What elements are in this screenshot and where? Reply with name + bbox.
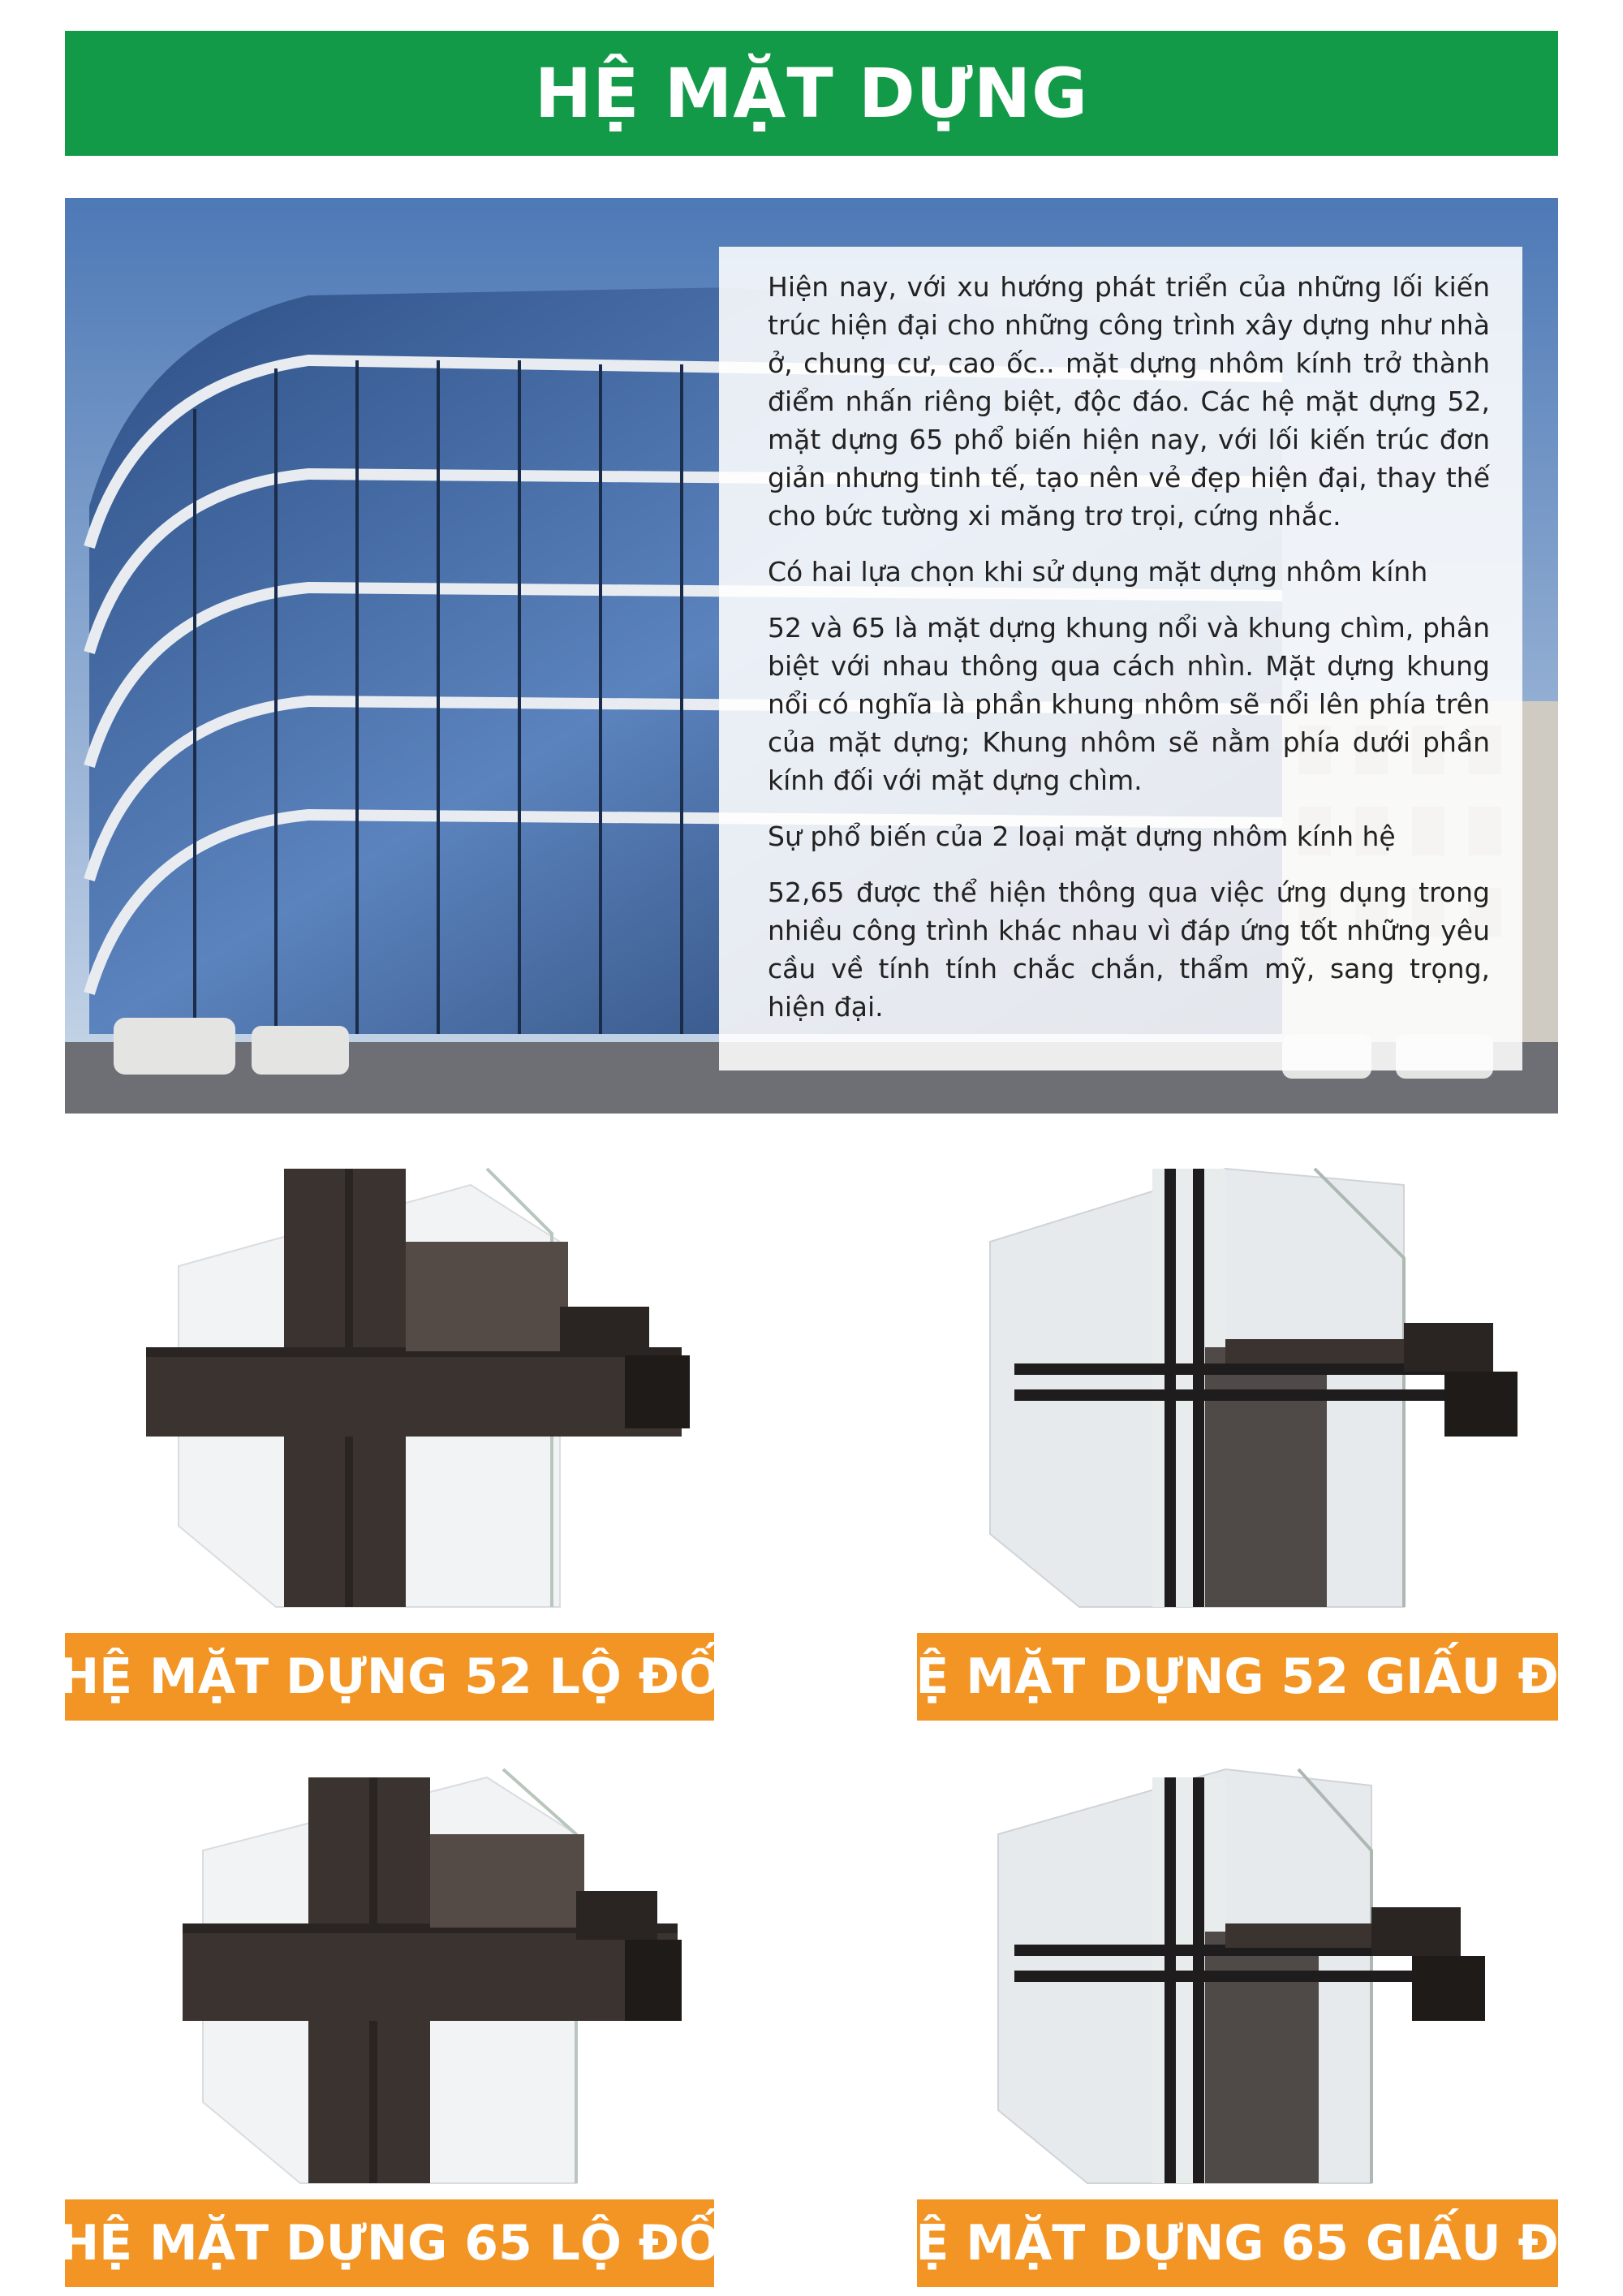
intro-paragraph-5: 52,65 được thể hiện thông qua việc ứng dụng trong nhiều công trình khác nhau vì đáp ứng tốt những yêu cầu về tính tính chắc chắn, thẩm mỹ, sang trọng, hiện đại. — [768, 877, 1490, 1023]
product-label-52-giau-do — [875, 1633, 1600, 1721]
curtain-wall-52-hidden-image — [917, 1152, 1558, 1623]
header-banner — [65, 31, 1558, 156]
curtain-wall-52-exposed-image — [65, 1152, 714, 1623]
intro-text-panel — [719, 247, 1522, 1070]
intro-paragraph-3: 52 và 65 là mặt dựng khung nổi và khung chìm, phân biệt với nhau thông qua cách nhìn. Mặt dựng khung nổi có nghĩa là phần khung nhôm sẽ nổi lên phía trên của mặt dựng; Khung nhôm sẽ nằm phía dưới phần kính đối với mặt dựng chìm. — [768, 612, 1490, 796]
product-card-52-lo-do — [58, 1152, 721, 1721]
hero-section — [65, 198, 1558, 1114]
product-label-text: HỆ MẶT DỰNG 52 GIẤU ĐỐ — [875, 1648, 1600, 1705]
intro-paragraph-1: Hiện nay, với xu hướng phát triển của những lối kiến trúc hiện đại cho những công trình xây dựng như nhà ở, chung cư, cao ốc.. mặt dựng nhôm kính trở thành điểm nhấn riêng biệt, độc đáo. Các hệ mặt dựng 52, mặt dựng 65 phổ biến hiện nay, với lối kiến trúc đơn giản nhưng tinh tế, tạo nên vẻ đẹp hiện đại, thay thế cho bức tường xi măng trơ trọi, cứng nhắc. — [768, 271, 1490, 532]
product-card-65-giau-do — [875, 1745, 1600, 2296]
product-label-text: HỆ MẶT DỰNG 65 GIẤU ĐỐ — [875, 2215, 1600, 2272]
curtain-wall-65-exposed-image — [65, 1745, 714, 2199]
product-label-52-lo-do — [58, 1633, 721, 1721]
product-label-65-giau-do — [875, 2199, 1600, 2287]
page-title: HỆ MẶT DỰNG — [534, 54, 1089, 133]
intro-paragraph-2: Có hai lựa chọn khi sử dụng mặt dựng nhôm kính — [768, 556, 1428, 588]
curtain-wall-65-hidden-image — [917, 1745, 1558, 2199]
product-label-text: HỆ MẶT DỰNG 65 LỘ ĐỐ — [58, 2215, 721, 2272]
product-card-52-giau-do — [875, 1152, 1600, 1721]
product-card-65-lo-do — [58, 1745, 721, 2296]
product-label-65-lo-do — [58, 2199, 721, 2287]
product-label-text: HỆ MẶT DỰNG 52 LỘ ĐỐ — [58, 1648, 721, 1705]
intro-paragraph-4: Sự phổ biến của 2 loại mặt dựng nhôm kính hệ — [768, 821, 1396, 852]
